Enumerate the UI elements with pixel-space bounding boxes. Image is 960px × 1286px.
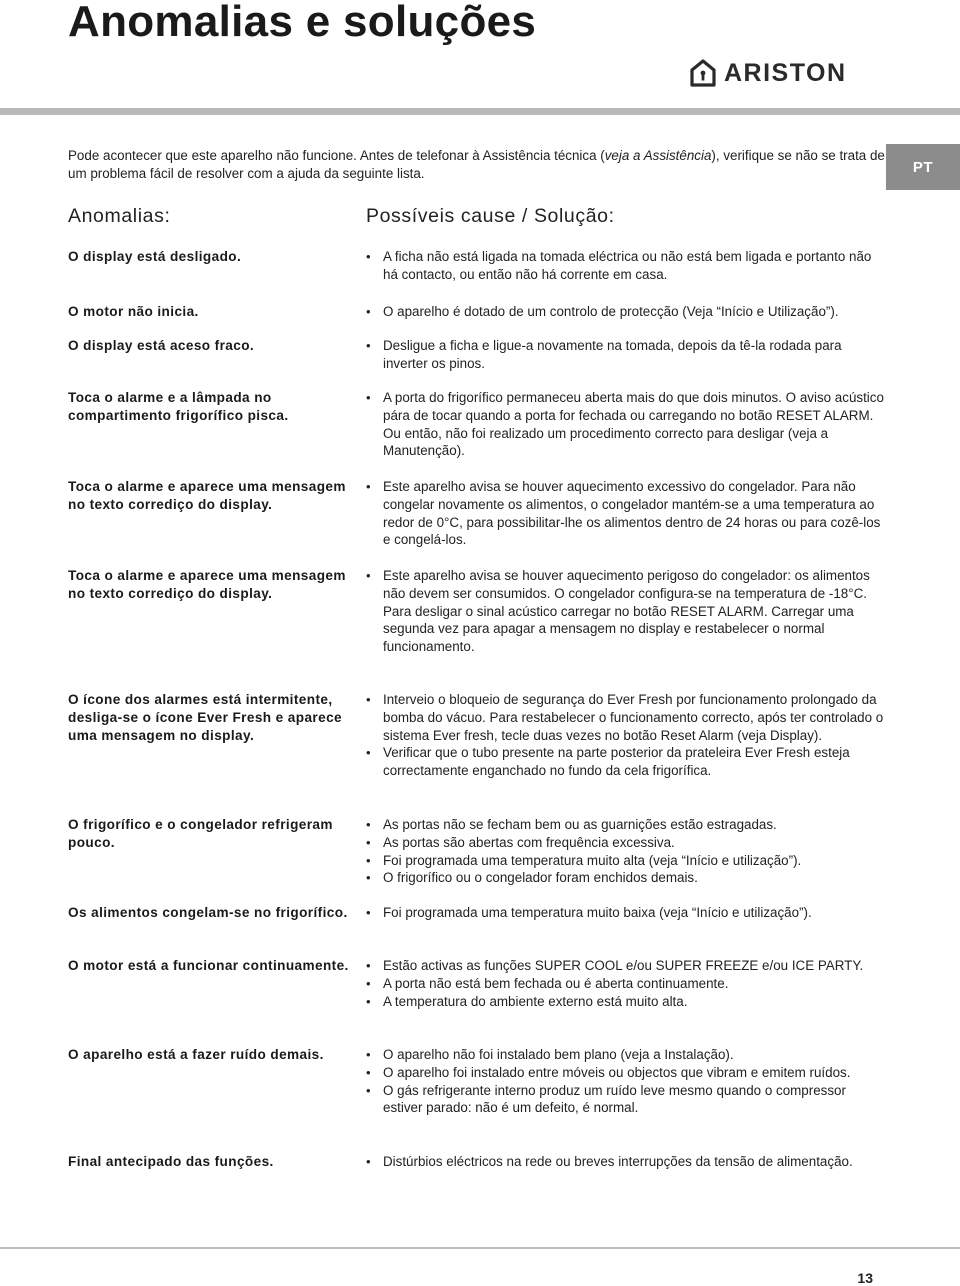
bullet-icon: • <box>366 993 371 1009</box>
solution-item <box>366 1082 886 1118</box>
anomaly-text: Toca o alarme e aparece uma mensagem no texto corrediço do display. <box>68 479 346 512</box>
solution-list <box>366 567 886 656</box>
solution-item <box>366 303 886 321</box>
solution-text: Este aparelho avisa se houver aquecimento perigoso do congelador: os alimentos não devem ser consumidos. O congelador configura-se na temperatura de -18°C. Para desligar o sinal acústico carregar no botão RESET ALARM. Carregar uma segunda vez para apagar a mensagem no display e restabelecer o normal funcionamento. <box>383 568 870 655</box>
solution-text: Estão activas as funções SUPER COOL e/ou SUPER FREEZE e/ou ICE PARTY. <box>383 958 864 973</box>
solutions-heading: Possíveis cause / Solução: <box>366 205 615 227</box>
solution-item <box>366 975 886 993</box>
solution-text: A porta não está bem fechada ou é aberta continuamente. <box>383 975 729 991</box>
bullet-icon: • <box>366 304 371 319</box>
solution-text: As portas são abertas com frequência excessiva. <box>383 834 675 850</box>
bullet-icon: • <box>366 390 371 405</box>
anomaly-text: O display está aceso fraco. <box>68 338 255 353</box>
solution-item <box>366 691 886 744</box>
anomaly-text: Toca o alarme e a lâmpada no compartimento frigorífico pisca. <box>68 390 289 423</box>
solution-text: As portas não se fecham bem ou as guarnições estão estragadas. <box>383 817 777 832</box>
bullet-icon: • <box>366 1082 371 1098</box>
solution-list <box>366 957 886 1010</box>
bullet-icon: • <box>366 479 371 494</box>
bullet-icon: • <box>366 958 371 973</box>
solution-list <box>366 816 886 887</box>
solution-list <box>366 337 886 373</box>
bullet-icon: • <box>366 338 371 353</box>
bullet-icon: • <box>366 817 371 832</box>
solution-text: Interveio o bloqueio de segurança do Ever Fresh por funcionamento prolongado da bomba do vácuo. Para restabelecer o funcionamento correcto, após ter controlado o sistema Ever fresh, tecle duas vezes no botão Reset Alarm (veja Display). <box>383 692 884 743</box>
bullet-icon: • <box>366 975 371 991</box>
solution-text: Verificar que o tubo presente na parte posterior da prateleira Ever Fresh esteja correctamente enganchado no fundo da cela frigorífica. <box>383 745 850 779</box>
brand-logo <box>690 57 847 89</box>
bullet-icon: • <box>366 852 371 868</box>
solution-text: Foi programada uma temperatura muito alta (veja “Início e utilização”). <box>383 852 802 868</box>
solution-list <box>366 248 886 284</box>
anomaly-text: Toca o alarme e aparece uma mensagem no texto corrediço do display. <box>68 568 346 601</box>
bullet-icon: • <box>366 745 371 761</box>
solution-item <box>366 248 886 284</box>
solution-list <box>366 1046 886 1117</box>
solution-list <box>366 389 886 460</box>
page-title: Anomalias e soluções <box>68 0 537 46</box>
solution-text: Distúrbios eléctricos na rede ou breves interrupções da tensão de alimentação. <box>383 1154 853 1169</box>
anomaly-text: O frigorífico e o congelador refrigeram pouco. <box>68 817 333 850</box>
bullet-icon: • <box>366 834 371 850</box>
solution-item <box>366 1153 886 1171</box>
solution-text: O aparelho não foi instalado bem plano (veja a Instalação). <box>383 1047 734 1062</box>
house-logo-icon <box>690 59 716 87</box>
bullet-icon: • <box>366 870 371 886</box>
bullet-icon: • <box>366 249 371 264</box>
intro-text-italic: veja a Assistência <box>604 148 712 163</box>
brand-name: ARISTON <box>724 58 847 87</box>
bullet-icon: • <box>366 1047 371 1062</box>
solution-item <box>366 904 886 922</box>
solution-list <box>366 303 886 321</box>
bullet-icon: • <box>366 692 371 707</box>
solution-text: Este aparelho avisa se houver aquecimento excessivo do congelador. Para não congelar novamente os alimentos, o congelador mantém-se a uma temperatura ao redor de 0°C, para possibilitar-lhe os alimentos dentro de 24 horas ou para cozê-los e congelá-los. <box>383 479 881 548</box>
solution-item <box>366 567 886 656</box>
solution-list <box>366 904 886 922</box>
intro-text-start: Pode acontecer que este aparelho não funcione. Antes de telefonar à Assistência técnica ( <box>68 148 605 163</box>
solution-list <box>366 691 886 780</box>
bullet-icon: • <box>366 568 371 583</box>
anomaly-text: O display está desligado. <box>68 249 242 264</box>
header-divider <box>0 108 960 115</box>
solution-item <box>366 389 886 460</box>
bullet-icon: • <box>366 1154 371 1169</box>
page-number: 13 <box>857 1270 873 1286</box>
solution-item <box>366 478 886 549</box>
solution-item <box>366 957 886 975</box>
solution-text: Desligue a ficha e ligue-a novamente na tomada, depois da tê-la rodada para inverter os pinos. <box>383 338 842 371</box>
anomalies-heading: Anomalias: <box>68 205 171 227</box>
solution-item <box>366 869 886 887</box>
intro-paragraph <box>68 147 888 183</box>
solution-text: A temperatura do ambiente externo está muito alta. <box>383 993 688 1009</box>
anomaly-text: O aparelho está a fazer ruído demais. <box>68 1047 324 1062</box>
solution-item <box>366 1046 886 1064</box>
solution-text: A ficha não está ligada na tomada eléctrica ou não está bem ligada e portanto não há contacto, ou então não há corrente em casa. <box>383 249 872 282</box>
anomaly-text: O motor não inicia. <box>68 304 199 319</box>
solution-item <box>366 852 886 870</box>
solution-list <box>366 478 886 549</box>
language-tab: PT <box>886 144 960 190</box>
solution-item <box>366 993 886 1011</box>
solution-item <box>366 1064 886 1082</box>
anomaly-text: O motor está a funcionar continuamente. <box>68 958 349 973</box>
intro-text-end: ), verifique se não se trata de um problema fácil de resolver com a ajuda da seguinte lista. <box>68 148 885 181</box>
solution-item <box>366 834 886 852</box>
solution-text: A porta do frigorífico permaneceu aberta mais do que dois minutos. O aviso acústico pára de tocar quando a porta for fechada ou carregando no botão RESET ALARM. Ou então, não foi realizado um procedimento correcto para desligar (veja a Manutenção). <box>383 390 884 459</box>
anomaly-text: Os alimentos congelam-se no frigorífico. <box>68 905 348 920</box>
solution-item <box>366 744 886 780</box>
bullet-icon: • <box>366 1064 371 1080</box>
solution-text: O aparelho foi instalado entre móveis ou objectos que vibram e emitem ruídos. <box>383 1064 851 1080</box>
solution-text: Foi programada uma temperatura muito baixa (veja “Início e utilização”). <box>383 905 812 920</box>
anomaly-text: O ícone dos alarmes está intermitente, desliga-se o ícone Ever Fresh e aparece uma mensagem no display. <box>68 692 343 743</box>
solution-text: O aparelho é dotado de um controlo de protecção (Veja “Início e Utilização”). <box>383 304 839 319</box>
solution-item <box>366 337 886 373</box>
solution-list <box>366 1153 886 1171</box>
solution-text: O frigorífico ou o congelador foram enchidos demais. <box>383 870 698 886</box>
bullet-icon: • <box>366 905 371 920</box>
solution-text: O gás refrigerante interno produz um ruído leve mesmo quando o compressor estiver parado: não é um defeito, é normal. <box>383 1082 846 1116</box>
solution-item <box>366 816 886 834</box>
footer-divider <box>0 1247 960 1249</box>
anomaly-text: Final antecipado das funções. <box>68 1154 274 1169</box>
